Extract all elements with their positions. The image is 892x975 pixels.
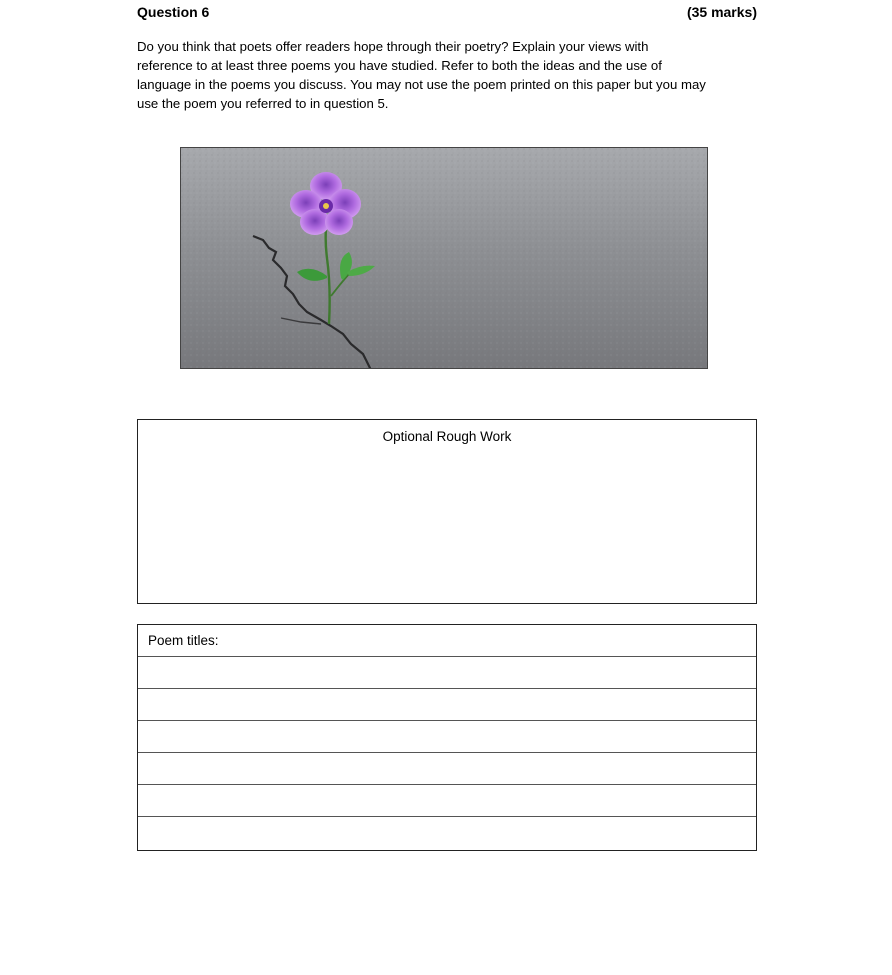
poem-title-row[interactable] (138, 721, 756, 753)
rough-work-title: Optional Rough Work (382, 429, 512, 444)
question-number: Question 6 (137, 4, 210, 20)
poem-titles-table (137, 624, 757, 851)
poem-title-row[interactable] (138, 753, 756, 785)
poem-titles-header-row (138, 625, 756, 657)
flower-photo (180, 147, 708, 369)
rough-work-box[interactable] (137, 419, 757, 604)
poem-title-row[interactable] (138, 657, 756, 689)
poem-titles-label: Poem titles: (148, 633, 219, 648)
poem-title-row[interactable] (138, 817, 756, 850)
question-prompt: Do you think that poets offer readers hope through their poetry? Explain your views with reference to at least three poems you have studied. Refer to both the ideas and the use of language in the poems you discuss. You may not use the poem printed on this paper but you may use the poem you referred to in question 5. (137, 39, 706, 111)
poem-title-row[interactable] (138, 785, 756, 817)
poem-title-row[interactable] (138, 689, 756, 721)
question-header (137, 4, 757, 22)
question-marks: (35 marks) (686, 4, 757, 20)
flower-illustration (181, 148, 708, 369)
